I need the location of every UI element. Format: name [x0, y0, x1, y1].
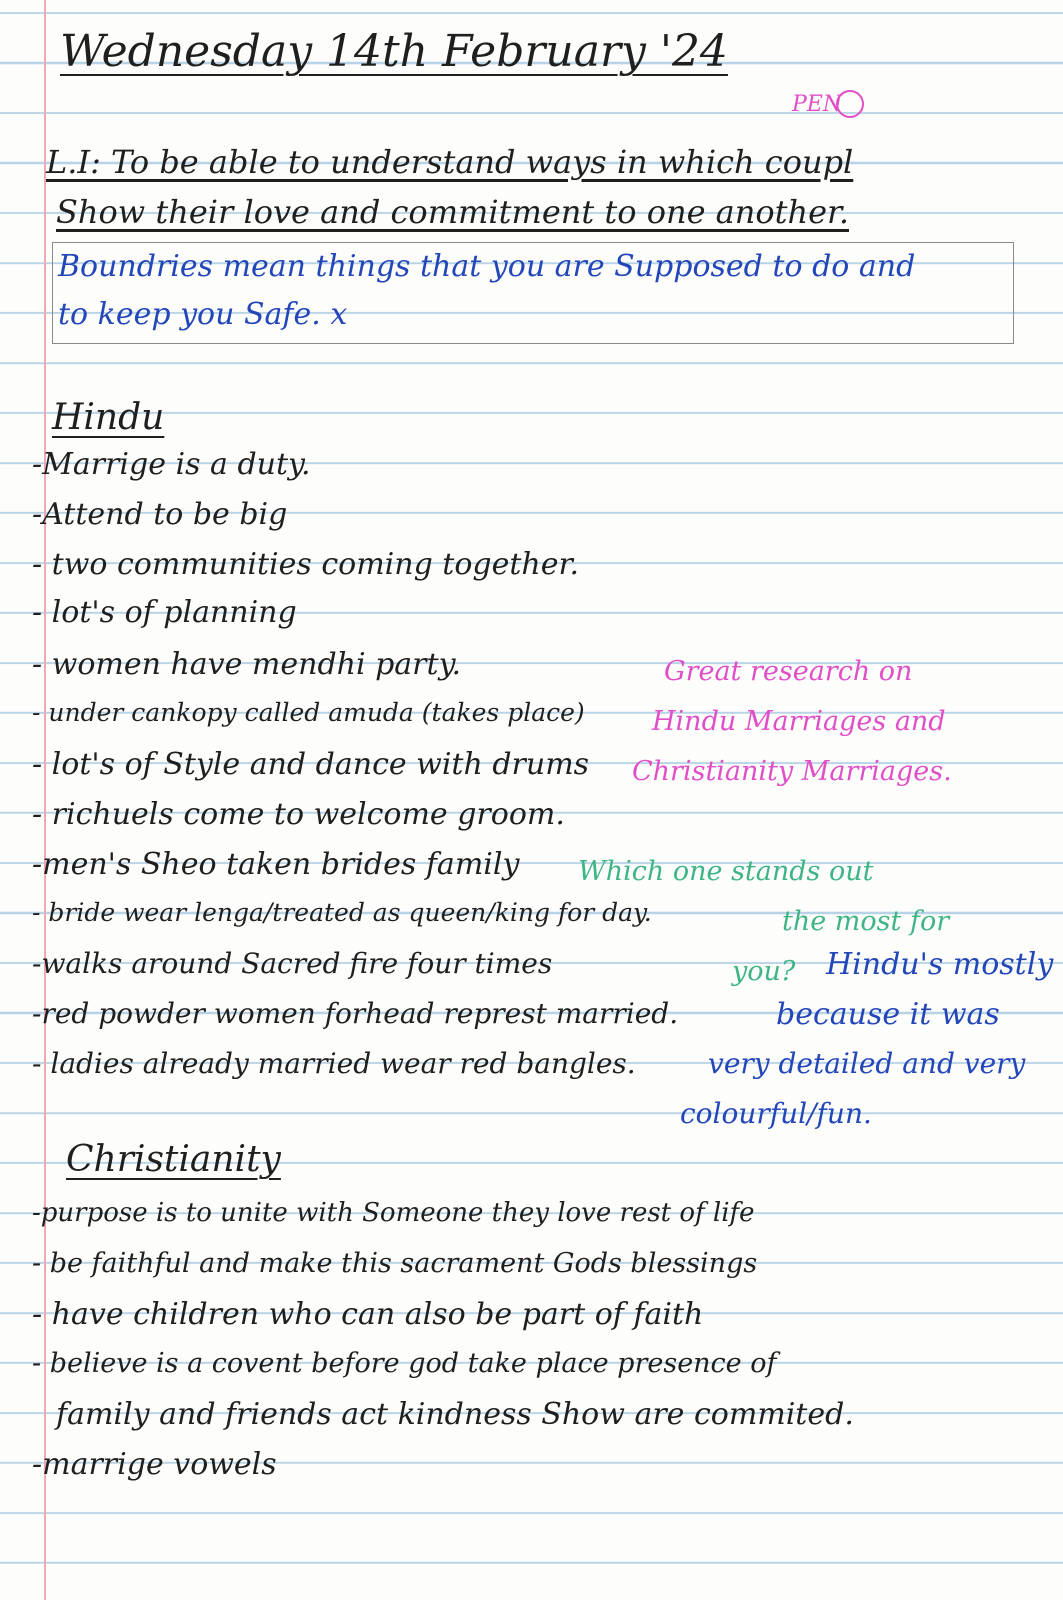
boundaries-note-line2: to keep you Safe. x [58, 297, 348, 332]
hindu-item: - bride wear lenga/treated as queen/king for day. [32, 898, 652, 927]
teacher-circle-mark [836, 90, 864, 118]
hindu-item: - lot's of Style and dance with drums [32, 747, 590, 782]
christianity-item: - have children who can also be part of faith [32, 1297, 704, 1332]
hindu-item: - women have mendhi party. [32, 647, 462, 682]
teacher-comment-line2: Hindu Marriages and [652, 706, 946, 737]
hindu-item: - under cankopy called amuda (takes place) [32, 698, 585, 727]
christianity-heading: Christianity [66, 1139, 281, 1180]
hindu-item: -red powder women forhead represt married. [32, 997, 679, 1030]
hindu-item: - richuels come to welcome groom. [32, 797, 565, 832]
student-answer-line2: because it was [776, 997, 1000, 1032]
hindu-heading: Hindu [52, 397, 165, 438]
question-line1: Which one stands out [578, 856, 874, 887]
boundaries-note-line1: Boundries mean things that you are Supposed to do and [58, 249, 916, 284]
hindu-item: -walks around Sacred fire four times [32, 947, 553, 980]
hindu-item: - ladies already married wear red bangles. [32, 1047, 636, 1080]
learning-intention-line1: L.I: To be able to understand ways in which coupl [46, 143, 854, 181]
christianity-item: -purpose is to unite with Someone they love rest of life [32, 1198, 755, 1228]
question-line2: the most for [782, 906, 950, 937]
teacher-pen-mark: PEN [792, 92, 843, 117]
hindu-item: -Attend to be big [32, 497, 288, 532]
student-answer-line3: very detailed and very [708, 1047, 1026, 1080]
teacher-comment-line1: Great research on [664, 656, 913, 687]
christianity-item: family and friends act kindness Show are commited. [56, 1397, 854, 1432]
hindu-item: - lot's of planning [32, 595, 297, 630]
teacher-comment-line3: Christianity Marriages. [632, 756, 952, 787]
learning-intention-line2: Show their love and commitment to one another. [56, 193, 849, 231]
christianity-item: - believe is a covent before god take place presence of [32, 1348, 777, 1379]
student-answer-line1: Hindu's mostly [826, 947, 1054, 982]
date-heading: Wednesday 14th February '24 [60, 26, 728, 77]
hindu-item: - two communities coming together. [32, 547, 580, 582]
hindu-item: -Marrige is a duty. [32, 447, 311, 482]
christianity-item: - be faithful and make this sacrament Gods blessings [32, 1248, 758, 1279]
hindu-item: -men's Sheo taken brides family [32, 847, 520, 882]
question-line3: you? [732, 956, 796, 987]
christianity-item: -marrige vowels [32, 1447, 277, 1482]
student-answer-line4: colourful/fun. [680, 1097, 872, 1130]
